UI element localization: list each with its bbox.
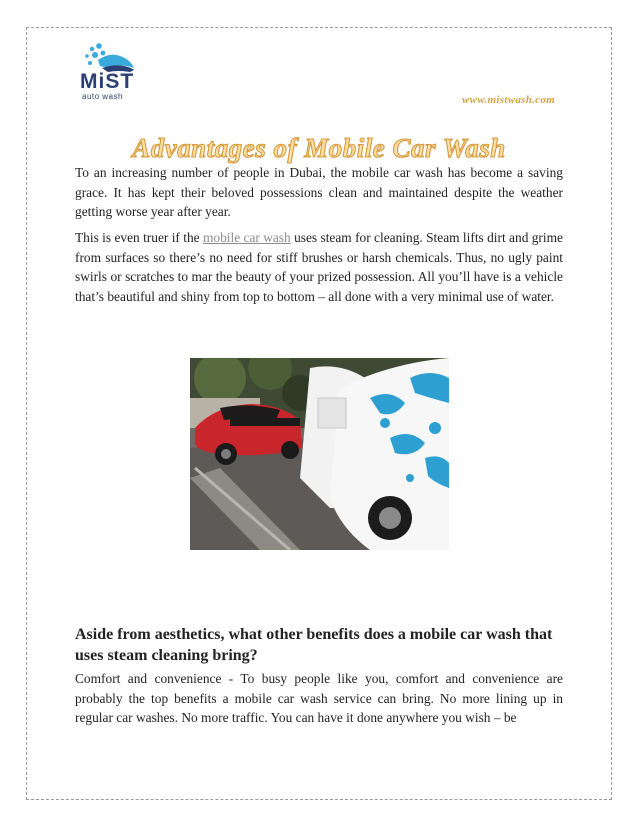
- intro-paragraph: To an increasing number of people in Dubai, the mobile car wash has become a saving grace. It has kept their beloved possessions clean and maintained despite the weather getting worse year after year.: [75, 165, 563, 220]
- benefits-heading: Aside from aesthetics, what other benefits does a mobile car wash that uses steam cleaning bring?: [75, 626, 553, 664]
- brand-tagline: auto wash: [82, 92, 123, 101]
- comfort-paragraph: Comfort and convenience - To busy people like you, comfort and convenience are probably the top benefits a mobile car wash service can bring. No more lining up in regular car washes. No more traffic. You can have it done anywhere you wish – be: [75, 671, 563, 726]
- steam-paragraph: [75, 228, 563, 306]
- website-url[interactable]: www.mistwash.com: [462, 94, 556, 106]
- paragraph-text: uses steam for cleaning. Steam lifts dirt and grime from surfaces so there’s no need for stiff brushes or harsh chemicals. Thus, no ugly paint swirls or scratches to mar the beauty of your prized possession. All you’ll have is a vehicle that’s beautiful and shiny from top to bottom – all done with a very minimal use of water.: [75, 230, 563, 304]
- page-title: Advantages of Mobile Car Wash: [132, 133, 506, 163]
- paragraph-text: This is even truer if the: [75, 230, 203, 245]
- mobile-car-wash-link[interactable]: mobile car wash: [202, 230, 291, 245]
- car-wash-photo: [190, 358, 449, 550]
- brand-name: MiST: [80, 70, 135, 93]
